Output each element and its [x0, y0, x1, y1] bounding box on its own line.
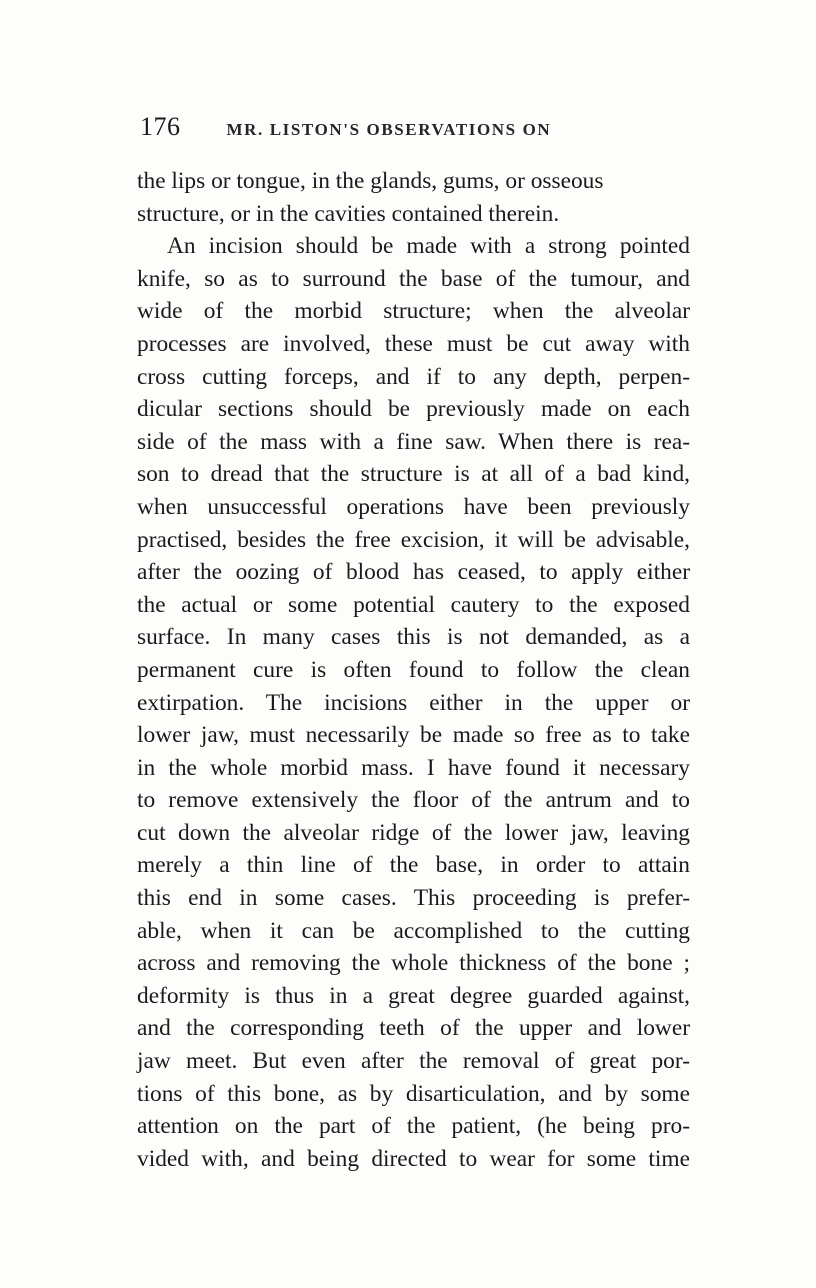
text-line: knife, so as to surround the base of the tumour, and — [137, 265, 690, 292]
text-line: when unsuccessful operations have been previously — [137, 493, 690, 520]
text-line: able, when it can be accomplished to the cutting — [137, 917, 690, 944]
text-line: cross cutting forceps, and if to any depth, perpen- — [137, 363, 690, 390]
text-line: across and removing the whole thickness of the bone ; — [137, 950, 690, 977]
text-line: tions of this bone, as by disarticulation, and by some — [137, 1080, 690, 1107]
text-line: extirpation. The incisions either in the upper or — [137, 689, 690, 716]
text-line: this end in some cases. This proceeding is prefer- — [137, 885, 690, 912]
text-line: cut down the alveolar ridge of the lower jaw, leaving — [137, 819, 690, 846]
text-line: practised, besides the free excision, it will be advisable, — [137, 526, 690, 553]
text-line: structure, or in the cavities contained therein. — [137, 200, 560, 227]
text-line: deformity is thus in a great degree guarded against, — [137, 982, 690, 1009]
text-line: surface. In many cases this is not demanded, as a — [137, 624, 690, 651]
text-line: processes are involved, these must be cut away with — [137, 330, 690, 357]
text-line: and the corresponding teeth of the upper and lower — [137, 1015, 690, 1042]
page-number: 176 — [140, 112, 181, 141]
text-line: in the whole morbid mass. I have found it necessary — [137, 754, 690, 781]
text-line: the lips or tongue, in the glands, gums, or osseous — [137, 168, 604, 194]
text-line: attention on the part of the patient, (he being pro- — [137, 1113, 690, 1140]
text-line: dicular sections should be previously made on each — [137, 396, 690, 423]
body-text — [137, 165, 690, 1175]
text-line: side of the mass with a fine saw. When there is rea- — [137, 428, 690, 455]
text-line: after the oozing of blood has ceased, to apply either — [137, 559, 690, 586]
text-line: vided with, and being directed to wear for some time — [137, 1145, 690, 1172]
text-line: An incision should be made with a strong pointed — [167, 233, 690, 260]
running-title: MR. LISTON'S OBSERVATIONS ON — [226, 120, 552, 139]
text-line: the actual or some potential cautery to the exposed — [137, 591, 690, 618]
text-line: permanent cure is often found to follow the clean — [137, 656, 690, 683]
text-line: to remove extensively the floor of the antrum and to — [137, 787, 690, 814]
text-line: merely a thin line of the base, in order to attain — [137, 852, 690, 879]
running-head — [140, 112, 700, 142]
text-line: jaw meet. But even after the removal of great por- — [137, 1048, 690, 1075]
text-line: lower jaw, must necessarily be made so free as to take — [137, 722, 690, 749]
text-line: son to dread that the structure is at all of a bad kind, — [137, 461, 690, 488]
text-line: wide of the morbid structure; when the alveolar — [137, 298, 690, 325]
